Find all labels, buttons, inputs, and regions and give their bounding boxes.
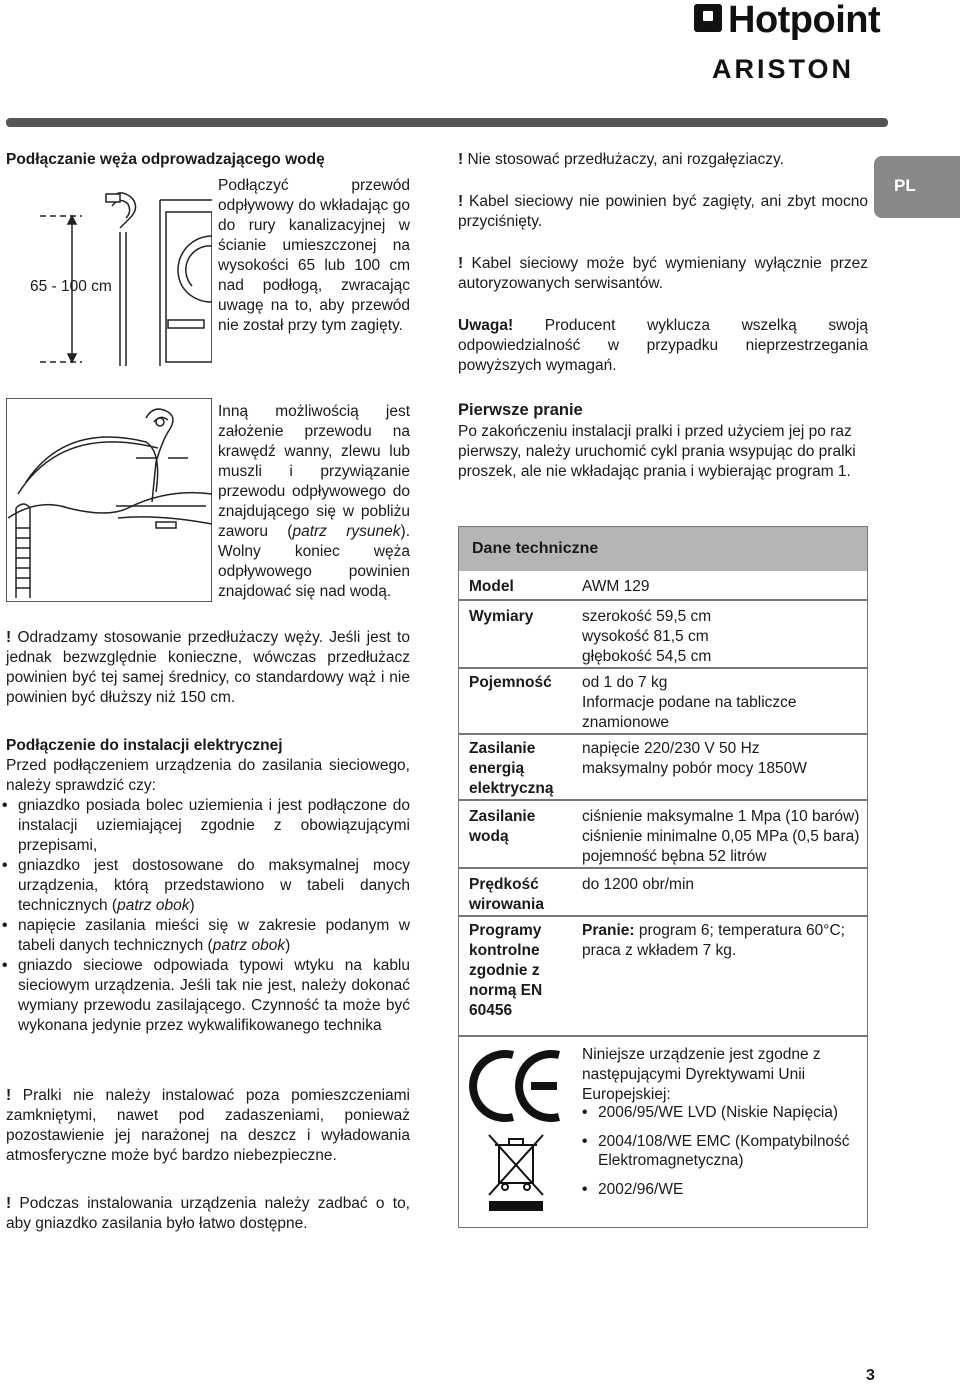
- row-label-spin: Prędkość wirowania: [469, 876, 544, 913]
- liability-note: Uwaga! Producent wyklucza wszelką swoją odpowiedzialność w przypadku nieprzestrzegania powyższych wymagań.: [458, 317, 868, 374]
- list-item: • 2006/95/WE LVD (Niskie Napięcia): [582, 1103, 862, 1122]
- row-value-capacity: od 1 do 7 kg Informacje podane na tabliczce znamionowe: [582, 674, 797, 731]
- brand-subname: ARISTON: [712, 54, 855, 84]
- row-label-dimensions: Wymiary: [469, 608, 534, 625]
- electric-intro: Przed podłączeniem urządzenia do zasilania sieciowego, należy sprawdzić czy:: [6, 757, 410, 794]
- row-divider: [459, 799, 867, 801]
- brand-logo-mark: [694, 4, 722, 32]
- drain-tub-illustration: [6, 398, 212, 602]
- conformity-text: Niniejsze urządzenie jest zgodne z następującymi Dyrektywami Unii Europejskiej:: [582, 1046, 821, 1103]
- page-number: 3: [866, 1367, 875, 1384]
- note-label: Uwaga!: [458, 317, 514, 334]
- technical-data-table: [458, 526, 868, 1228]
- directives-list: [582, 1103, 862, 1199]
- drain-wall-illustration: [0, 172, 212, 366]
- weee-bin-icon: [489, 1135, 543, 1195]
- electric-checklist: [2, 796, 410, 1036]
- electric-warning-1: ! Pralki nie należy instalować poza pomieszczeniami zamkniętymi, nawet pod zadaszeniami, ponieważ pozostawienie jej narażonej na deszcz i wyładowania atmosferyczne może być bardzo niebezpieczne.: [6, 1087, 410, 1164]
- row-label-power: Zasilanie energią elektryczną: [469, 740, 554, 797]
- row-value-dimensions: szerokość 59,5 cm wysokość 81,5 cm głębokość 54,5 cm: [582, 608, 712, 665]
- row-divider: [459, 733, 867, 735]
- section-title-electric: Podłączenie do instalacji elektrycznej: [6, 737, 283, 754]
- row-value-water: ciśnienie maksymalne 1 Mpa (10 barów) ciśnienie minimalne 0,05 MPa (0,5 bara) pojemność bębna 52 litrów: [582, 808, 860, 865]
- ce-weee-marks: [467, 1045, 563, 1215]
- language-tab: PL: [874, 156, 960, 218]
- table-title: Dane techniczne: [459, 527, 867, 571]
- row-divider: [459, 1035, 867, 1037]
- section-title-first-wash: Pierwsze pranie: [458, 401, 583, 419]
- electric-warning-2: ! Podczas instalowania urządzenia należy zadbać o to, aby gniazdko zasilania było łatwo dostępne.: [6, 1195, 410, 1232]
- list-item: • napięcie zasilania mieści się w zakresie podanym w tabeli danych technicznych (patrz obok): [2, 916, 410, 956]
- right-warning-3: ! Kabel sieciowy może być wymieniany wyłącznie przez autoryzowanych serwisantów.: [458, 255, 868, 292]
- row-divider: [459, 599, 867, 601]
- first-wash-text: Po zakończeniu instalacji pralki i przed użyciem jej po raz pierwszy, należy uruchomić cykl prania wsypując do pralki proszek, ale nie wkładając prania i wybierając program 1.: [458, 423, 856, 480]
- drain-paragraph-1: Podłączyć przewód odpływowy do wkładając go do rury kanalizacyjnej w ścianie umieszczonej na wysokości 65 lub 100 cm nad podłogą, zwracając uwagę na to, aby przewód nie został przy tym zagięty.: [218, 177, 410, 334]
- height-range-label: 65 - 100 cm: [30, 278, 112, 295]
- ce-mark-c: [473, 1054, 513, 1118]
- ce-mark-e: [519, 1054, 559, 1118]
- figure-reference: patrz rysunek: [292, 523, 401, 540]
- row-label-programs: Programy kontrolne zgodnie z normą EN 60456: [469, 922, 543, 1019]
- row-value-model: AWM 129: [582, 578, 650, 595]
- weee-bar: [489, 1201, 543, 1211]
- header-divider: [6, 118, 888, 127]
- row-label-capacity: Pojemność: [469, 674, 552, 691]
- row-label-model: Model: [469, 578, 514, 595]
- list-item: • gniazdo sieciowe odpowiada typowi wtyku na kablu sieciowym urządzenia. Jeśli tak nie jest, należy dokonać wymiany przewodu zasilającego. Czynność ta może być wykonana jedynie przez wykwalifikowanego technika: [2, 956, 410, 1036]
- row-value-programs: Pranie: program 6; temperatura 60°C; praca z wkładem 7 kg.: [582, 922, 845, 959]
- brand-name: Hotpoint: [728, 0, 881, 41]
- row-divider: [459, 867, 867, 869]
- list-item: • 2004/108/WE EMC (Kompatybilność Elektromagnetyczna): [582, 1132, 862, 1170]
- list-item: • 2002/96/WE: [582, 1180, 862, 1199]
- drain-paragraph-2: Inną możliwością jest założenie przewodu na krawędź wanny, zlewu lub muszli i przywiązanie przewodu odpływowego do znajdującego się w pobliżu zaworu (patrz rysunek). Wolny koniec węża odpływowego powinien znajdować się nad wodą.: [218, 403, 410, 600]
- row-value-spin: do 1200 obr/min: [582, 876, 695, 893]
- section-title-drain: Podłączanie węża odprowadzającego wodę: [6, 151, 325, 168]
- row-value-power: napięcie 220/230 V 50 Hz maksymalny pobór mocy 1850W: [582, 740, 807, 777]
- list-item: • gniazdko posiada bolec uziemienia i jest podłączone do instalacji uziemiającej zgodnie z obowiązującymi przepisami,: [2, 796, 410, 856]
- row-label-water: Zasilanie wodą: [469, 808, 536, 845]
- drain-warning: ! Odradzamy stosowanie przedłużaczy węży. Jeśli jest to jednak bezwzględnie konieczne, wówczas przedłużacz powinien być tej samej średnicy, co standardowy wąż i nie powinien być dłuższy niż 150 cm.: [6, 629, 410, 706]
- right-warning-2: ! Kabel sieciowy nie powinien być zagięty, ani zbyt mocno przyciśnięty.: [458, 193, 868, 230]
- row-divider: [459, 915, 867, 917]
- row-divider: [459, 667, 867, 669]
- list-item: • gniazdko jest dostosowane do maksymalnej mocy urządzenia, którą przedstawiono w tabeli danych technicznych (patrz obok): [2, 856, 410, 916]
- right-warning-1: ! Nie stosować przedłużaczy, ani rozgałęziaczy.: [458, 151, 784, 168]
- column-divider: [570, 571, 572, 1225]
